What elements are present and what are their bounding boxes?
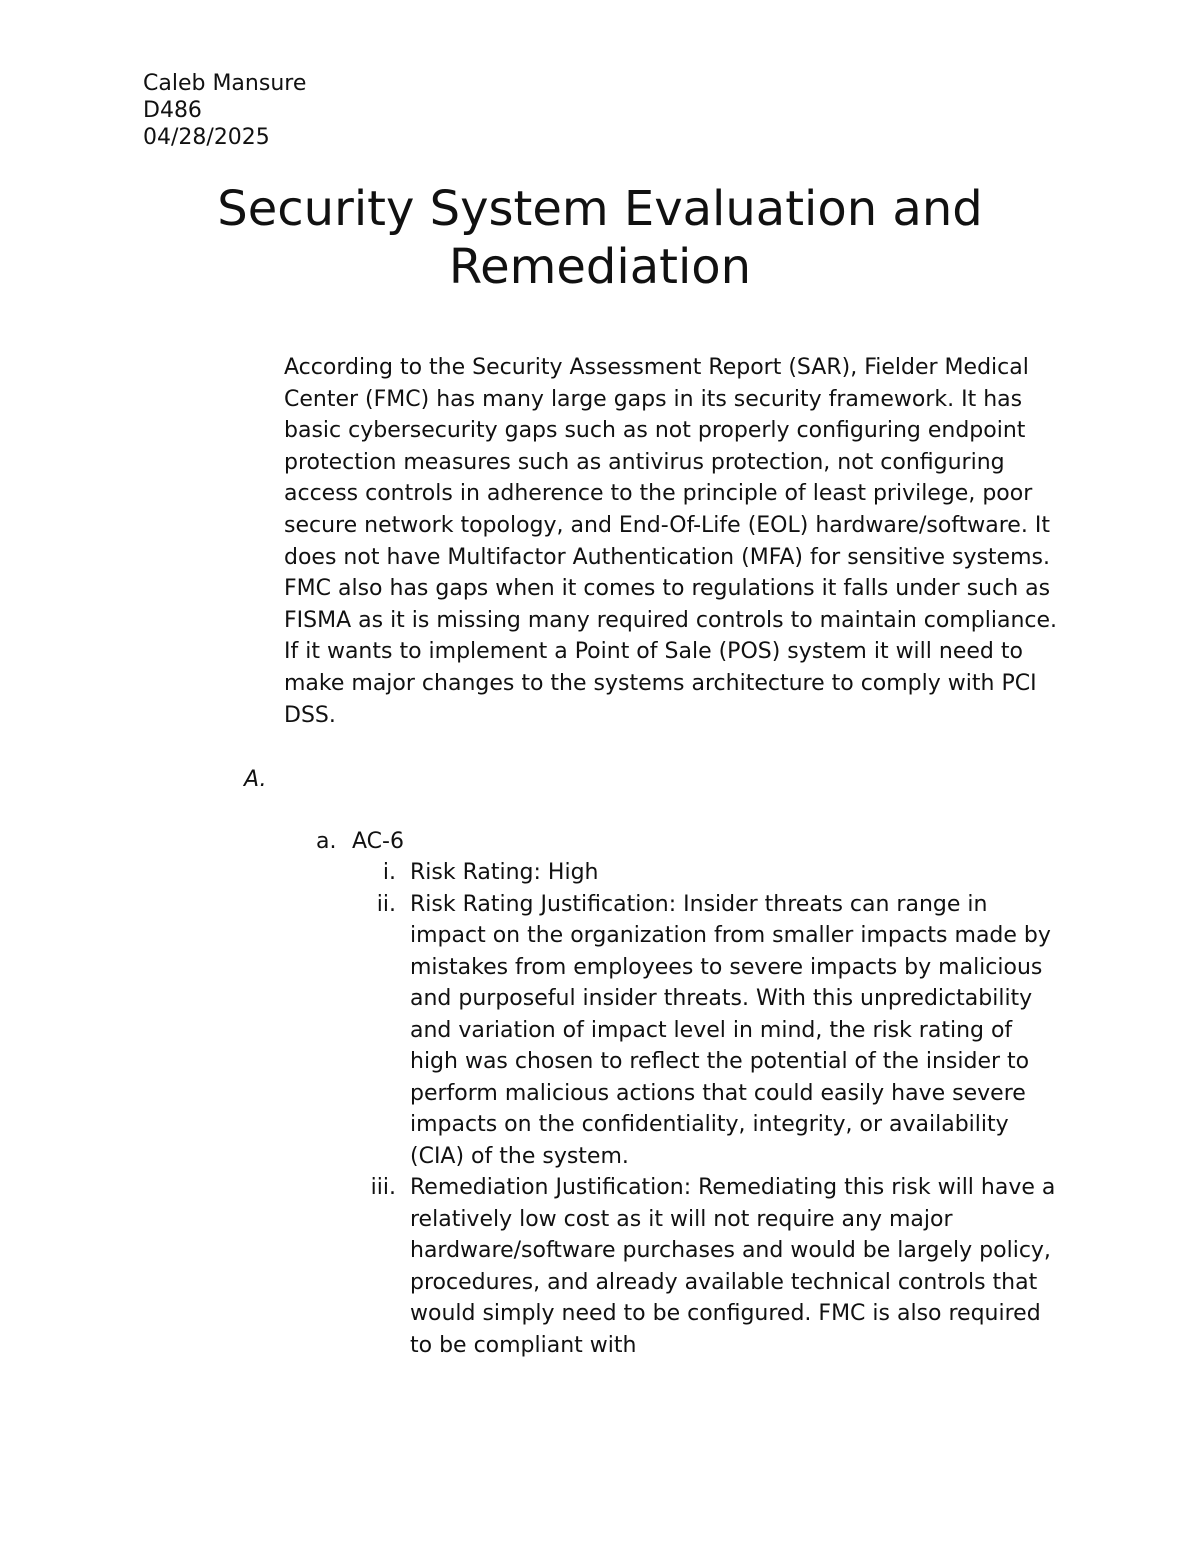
document-title: Security System Evaluation and Remediation <box>217 181 983 295</box>
document-header <box>143 70 306 151</box>
sub-item-text: Risk Rating Justification: Insider threats can range in impact on the organization from smaller impacts made by mistakes from employees to severe impacts by malicious and purposeful insider threats. With this unpredictability and variation of impact level in mind, the risk rating of high was chosen to reflect the potential of the insider to perform malicious actions that could easily have severe impacts on the confidentiality, integrity, or availability (CIA) of the system. <box>410 891 1051 1169</box>
sub-item-text: Remediation Justification: Remediating this risk will have a relatively low cost as it will not require any major hardware/software purchases and would be largely policy, procedures, and already available technical controls that would simply need to be configured. FMC is also required to be compliant with <box>410 1175 1056 1358</box>
sub-item-marker: ii. <box>376 891 396 917</box>
sub-item-text: Risk Rating: High <box>410 860 599 885</box>
sub-item-risk-justification <box>340 889 1080 1173</box>
intro-paragraph: According to the Security Assessment Report (SAR), Fielder Medical Center (FMC) has many large gaps in its security framework. It has basic cybersecurity gaps such as not properly configuring endpoint protection measures such as antivirus protection, not configuring access controls in adherence to the principle of least privilege, poor secure network topology, and End-Of-Life (EOL) hardware/software. It does not have Multifactor Authentication (MFA) for sensitive systems. FMC also has gaps when it comes to regulations it falls under such as FISMA as it is missing many required controls to maintain compliance. If it wants to implement a Point of Sale (POS) system it will need to make major changes to the systems architecture to comply with PCI DSS. <box>284 355 1058 728</box>
course-code: D486 <box>143 98 202 123</box>
list-marker: a. <box>316 829 337 854</box>
sub-item-marker: iii. <box>370 1175 396 1200</box>
sub-item-marker: i. <box>382 860 396 885</box>
author-name: Caleb Mansure <box>143 71 307 96</box>
list-item-ac-6 <box>316 826 404 858</box>
control-label: AC-6 <box>352 829 404 854</box>
sub-list <box>340 857 1080 1361</box>
section-label: A. <box>244 767 267 792</box>
sub-item-remediation-justification <box>340 1172 1080 1361</box>
sub-item-risk-rating <box>340 857 1080 889</box>
document-date: 04/28/2025 <box>143 125 270 150</box>
